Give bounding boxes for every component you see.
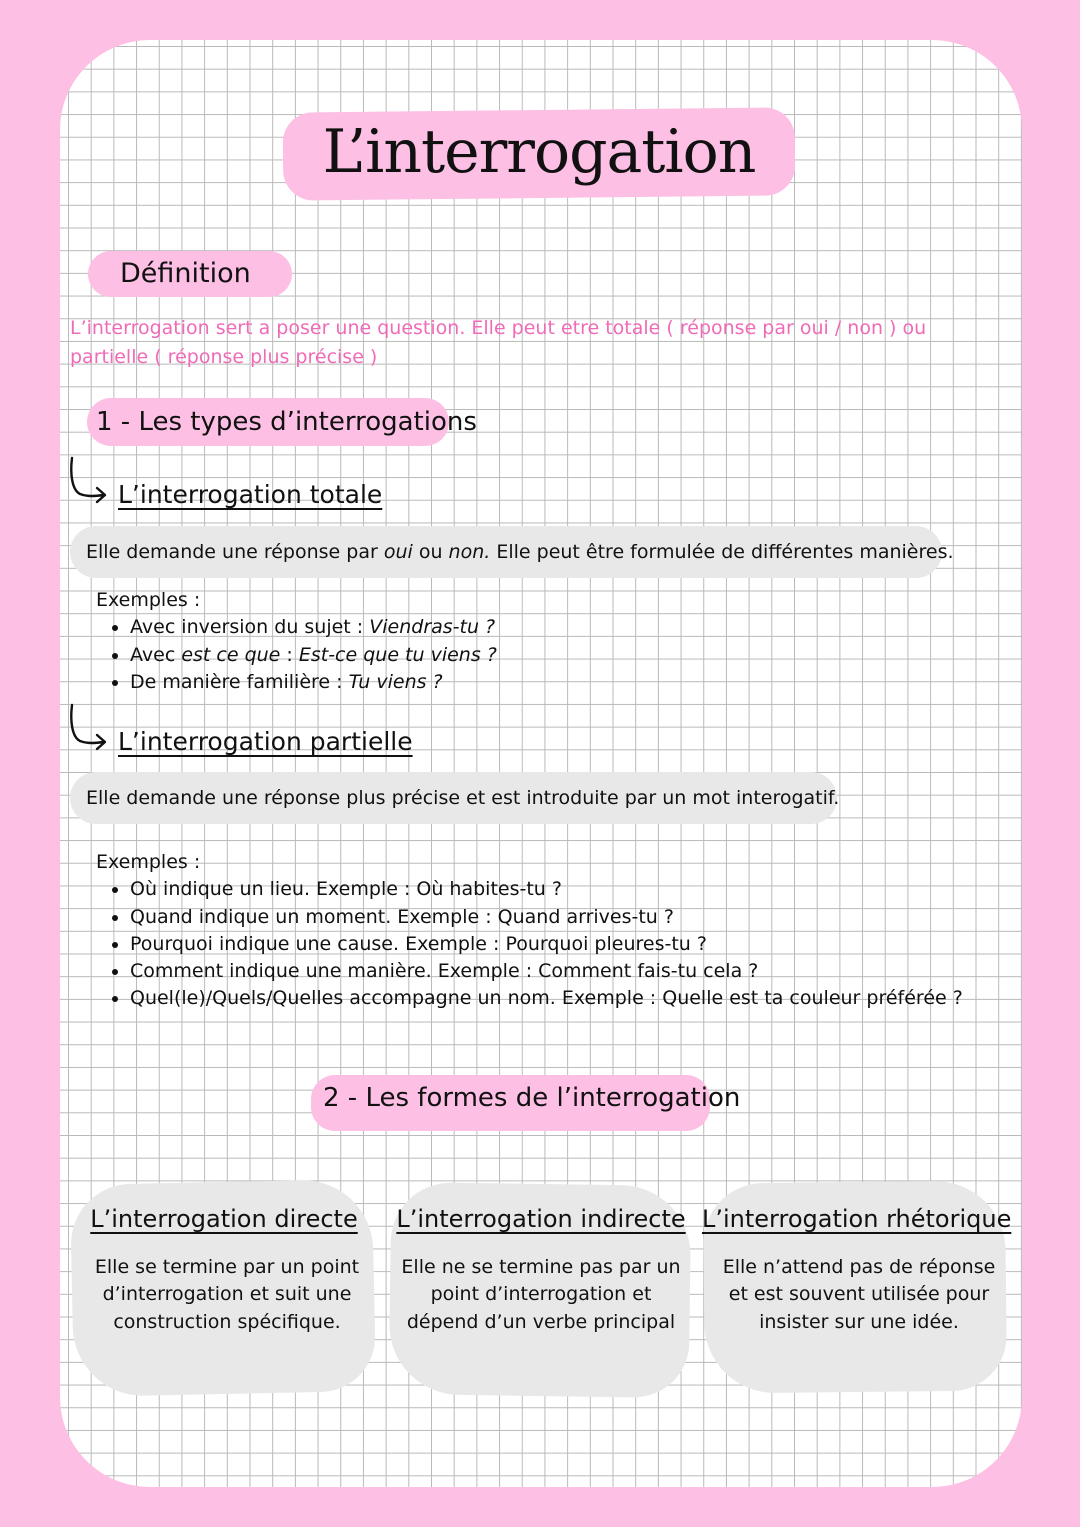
- list-item: [130, 669, 497, 696]
- card-line: Elle n’attend pas de réponse: [722, 1256, 996, 1278]
- card-line: dépend d’un verbe principal: [406, 1310, 676, 1333]
- card-line: Elle ne se termine pas par un: [401, 1256, 681, 1278]
- list-item: • Pourquoi indique une cause. Exemple : Pourquoi pleures-tu ?: [130, 931, 963, 958]
- card-rhetorique-text: [706, 1254, 1012, 1336]
- example-italic-mid: est ce que: [181, 643, 281, 666]
- example-italic: Est-ce que tu viens ?: [298, 643, 497, 666]
- list-item: • Où indique un lieu. Exemple : Où habites-tu ?: [130, 876, 963, 903]
- card-rhetorique-title: L’interrogation rhétorique: [702, 1205, 1012, 1233]
- example-prefix: Avec: [130, 643, 182, 666]
- section-2-heading: 2 - Les formes de l’interrogation: [311, 1075, 710, 1131]
- totale-summary-ou: ou: [412, 541, 449, 563]
- card-line: et est souvent utilisée pour: [728, 1283, 990, 1306]
- card-line: Elle se termine par un point: [94, 1256, 360, 1278]
- card-directe-text: [72, 1254, 382, 1336]
- example-prefix: De manière familière :: [130, 670, 349, 693]
- list-item: [130, 642, 497, 669]
- list-item: • Quand indique un moment. Exemple : Quand arrives-tu ?: [130, 904, 963, 931]
- definition-line-2: partielle ( réponse plus précise ): [70, 346, 378, 368]
- totale-summary-box: [70, 526, 954, 578]
- totale-examples-list: [96, 614, 497, 696]
- card-line: construction spécifique.: [113, 1310, 341, 1333]
- partielle-examples: [96, 849, 963, 1013]
- example-prefix: Avec inversion du sujet :: [130, 616, 370, 639]
- definition-line-1: L’interrogation sert a poser une question. Elle peut etre totale ( réponse par oui / non ) ou: [70, 317, 927, 339]
- totale-examples: [96, 587, 497, 696]
- card-indirecte-text: [388, 1254, 694, 1336]
- totale-summary-part-1: Elle demande une réponse par: [86, 541, 384, 563]
- list-item: [130, 614, 497, 641]
- totale-summary-non: non.: [448, 541, 491, 563]
- partielle-examples-label: Exemples :: [96, 851, 201, 873]
- partielle-summary-box: Elle demande une réponse plus précise et est introduite par un mot interogatif.: [70, 772, 837, 824]
- card-indirecte-title: L’interrogation indirecte: [396, 1205, 686, 1233]
- list-item: • Comment indique une manière. Exemple : Comment fais-tu cela ?: [130, 958, 963, 985]
- partielle-title: L’interrogation partielle: [118, 727, 413, 756]
- list-item: • Quel(le)/Quels/Quelles accompagne un nom. Exemple : Quelle est ta couleur préférée ?: [130, 985, 963, 1012]
- definition-text: [70, 314, 950, 372]
- definition-heading: Définition: [88, 251, 292, 297]
- card-line: point d’interrogation et: [430, 1283, 652, 1306]
- example-italic: Tu viens ?: [348, 670, 443, 693]
- totale-examples-label: Exemples :: [96, 589, 201, 611]
- section-1-heading: 1 - Les types d’interrogations: [87, 398, 449, 446]
- curved-arrow-icon: [66, 456, 108, 506]
- card-line: d’interrogation et suit une: [102, 1283, 352, 1306]
- example-italic: Viendras-tu ?: [369, 616, 496, 639]
- example-middle: :: [280, 643, 299, 666]
- totale-summary-oui: oui: [383, 541, 413, 563]
- totale-title: L’interrogation totale: [118, 480, 383, 509]
- page-title: L’interrogation: [322, 117, 756, 187]
- card-directe-title: L’interrogation directe: [90, 1205, 358, 1233]
- totale-summary-part-2: Elle peut être formulée de différentes manières.: [490, 541, 954, 563]
- partielle-examples-list: [96, 876, 963, 1012]
- curved-arrow-icon: [66, 703, 108, 753]
- card-line: insister sur une idée.: [759, 1310, 959, 1333]
